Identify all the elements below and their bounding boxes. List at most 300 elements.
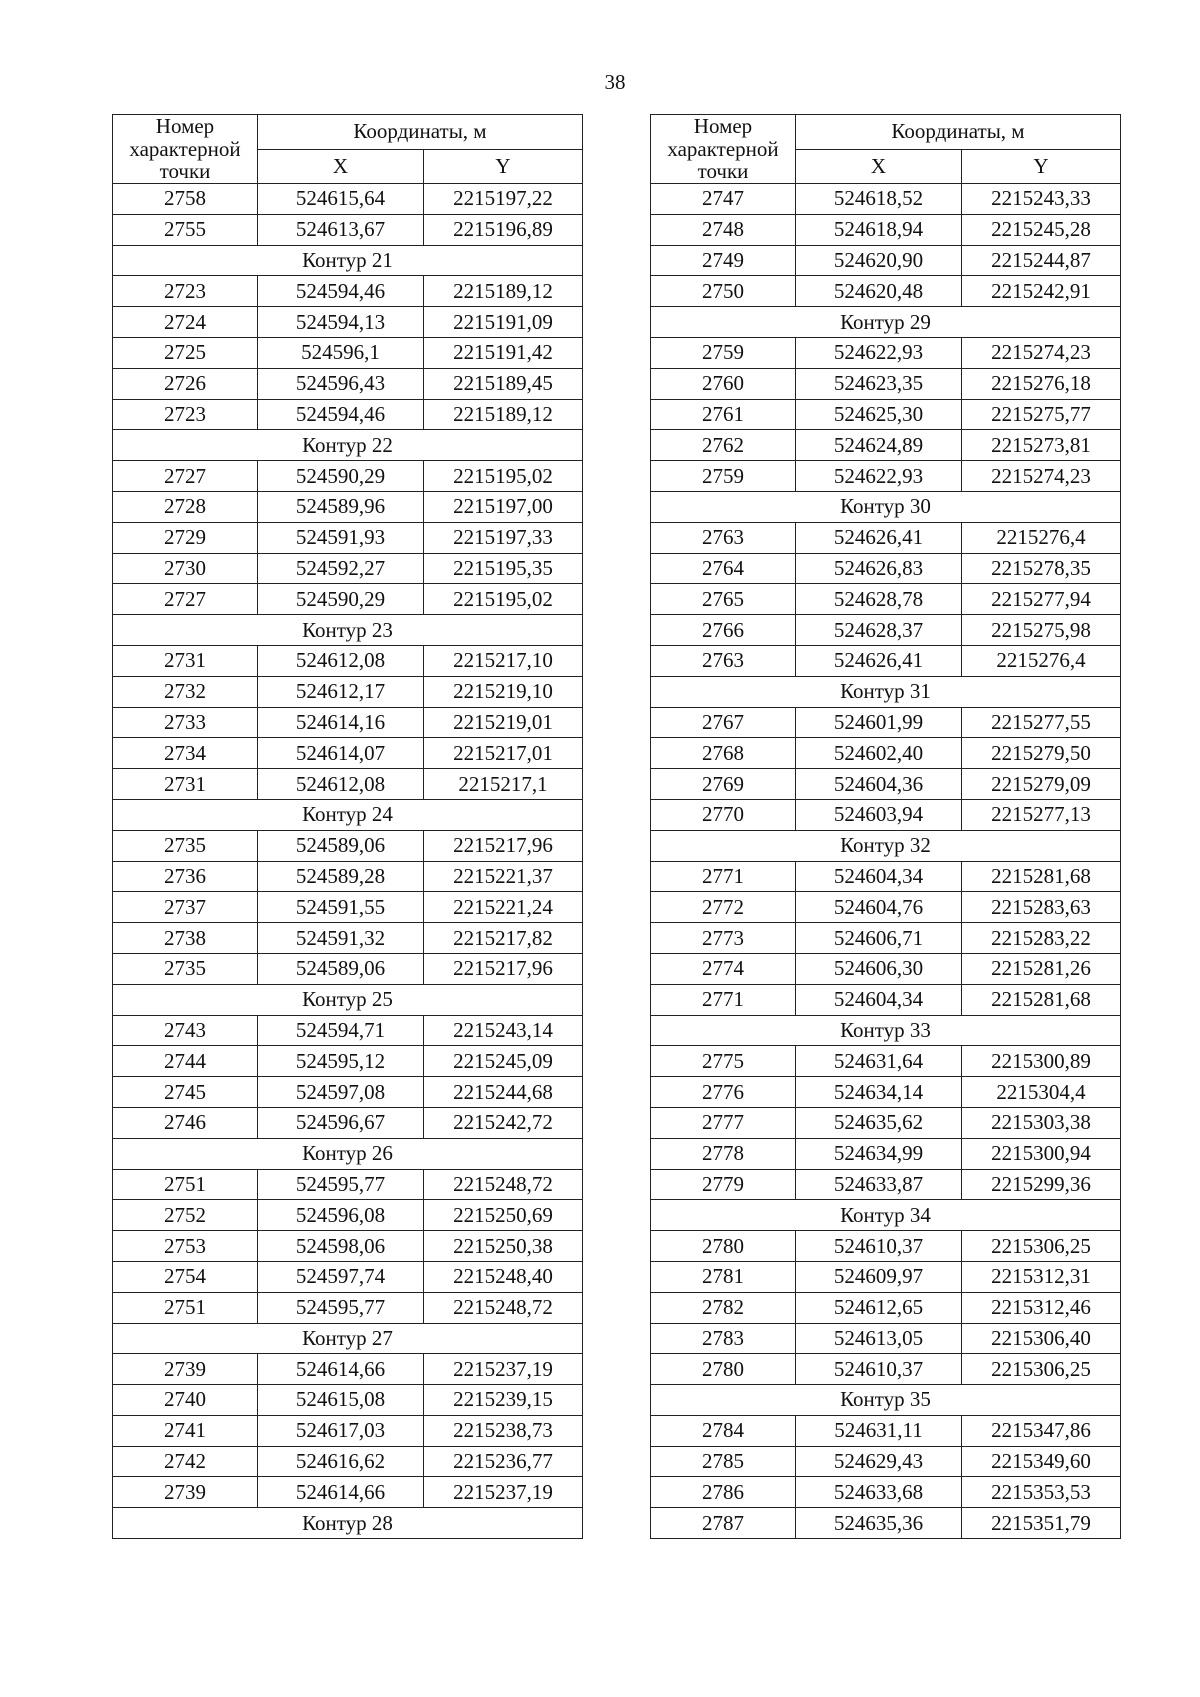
y-cell: 2215219,10 <box>424 676 583 707</box>
contour-label: Контур 25 <box>113 984 583 1015</box>
y-cell: 2215244,68 <box>424 1077 583 1108</box>
table-row <box>113 584 583 615</box>
y-cell: 2215189,12 <box>424 276 583 307</box>
table-row <box>651 1323 1121 1354</box>
point-number-cell: 2787 <box>651 1508 796 1539</box>
point-number-cell: 2767 <box>651 707 796 738</box>
y-cell: 2215248,72 <box>424 1169 583 1200</box>
x-cell: 524613,67 <box>258 214 424 245</box>
x-cell: 524614,66 <box>258 1477 424 1508</box>
x-cell: 524604,76 <box>796 892 962 923</box>
contour-label: Контур 23 <box>113 615 583 646</box>
y-cell: 2215299,36 <box>962 1169 1121 1200</box>
x-cell: 524604,34 <box>796 984 962 1015</box>
point-number-cell: 2744 <box>113 1046 258 1077</box>
point-number-cell: 2738 <box>113 923 258 954</box>
y-cell: 2215279,50 <box>962 738 1121 769</box>
y-cell: 2215238,73 <box>424 1415 583 1446</box>
x-cell: 524622,93 <box>796 461 962 492</box>
point-number-cell: 2743 <box>113 1015 258 1046</box>
y-cell: 2215275,77 <box>962 399 1121 430</box>
table-row <box>113 1077 583 1108</box>
point-number-cell: 2766 <box>651 615 796 646</box>
y-cell: 2215248,72 <box>424 1292 583 1323</box>
table-row <box>113 1046 583 1077</box>
y-cell: 2215353,53 <box>962 1477 1121 1508</box>
table-row <box>651 276 1121 307</box>
point-number-cell: 2772 <box>651 892 796 923</box>
point-number-cell: 2724 <box>113 307 258 338</box>
x-cell: 524591,93 <box>258 522 424 553</box>
contour-label: Контур 30 <box>651 491 1121 522</box>
point-number-cell: 2774 <box>651 953 796 984</box>
table-row <box>113 676 583 707</box>
point-number-cell: 2727 <box>113 584 258 615</box>
y-cell: 2215306,40 <box>962 1323 1121 1354</box>
x-cell: 524596,1 <box>258 338 424 369</box>
point-number-cell: 2783 <box>651 1323 796 1354</box>
point-number-cell: 2776 <box>651 1077 796 1108</box>
point-number-cell: 2726 <box>113 368 258 399</box>
x-cell: 524589,28 <box>258 861 424 892</box>
x-cell: 524626,83 <box>796 553 962 584</box>
point-number-cell: 2781 <box>651 1261 796 1292</box>
point-number-cell: 2740 <box>113 1385 258 1416</box>
x-cell: 524620,90 <box>796 245 962 276</box>
point-number-cell: 2779 <box>651 1169 796 1200</box>
table-row <box>113 307 583 338</box>
table-row <box>651 245 1121 276</box>
table-row <box>651 214 1121 245</box>
x-cell: 524628,37 <box>796 615 962 646</box>
y-cell: 2215189,12 <box>424 399 583 430</box>
x-cell: 524595,77 <box>258 1292 424 1323</box>
table-row <box>651 799 1121 830</box>
contour-row <box>113 1138 583 1169</box>
contour-row <box>651 676 1121 707</box>
y-cell: 2215248,40 <box>424 1261 583 1292</box>
contour-row <box>651 1015 1121 1046</box>
table-row <box>113 1446 583 1477</box>
table-row <box>651 1261 1121 1292</box>
coordinates-header: Координаты, м <box>796 115 1121 150</box>
y-cell: 2215195,02 <box>424 584 583 615</box>
y-cell: 2215197,00 <box>424 491 583 522</box>
x-cell: 524610,37 <box>796 1231 962 1262</box>
table-row <box>113 861 583 892</box>
table-row <box>651 953 1121 984</box>
y-cell: 2215306,25 <box>962 1231 1121 1262</box>
x-header: X <box>796 149 962 184</box>
table-row <box>113 769 583 800</box>
point-number-cell: 2784 <box>651 1415 796 1446</box>
y-cell: 2215217,96 <box>424 953 583 984</box>
x-cell: 524595,12 <box>258 1046 424 1077</box>
table-row <box>651 1169 1121 1200</box>
y-cell: 2215312,31 <box>962 1261 1121 1292</box>
x-cell: 524612,65 <box>796 1292 962 1323</box>
point-number-cell: 2770 <box>651 799 796 830</box>
point-number-cell: 2778 <box>651 1138 796 1169</box>
point-number-cell: 2759 <box>651 461 796 492</box>
left-table-body <box>113 184 583 1539</box>
x-cell: 524626,41 <box>796 522 962 553</box>
table-row <box>113 1292 583 1323</box>
x-cell: 524616,62 <box>258 1446 424 1477</box>
x-cell: 524591,32 <box>258 923 424 954</box>
point-number-cell: 2769 <box>651 769 796 800</box>
table-row <box>113 1169 583 1200</box>
point-number-cell: 2775 <box>651 1046 796 1077</box>
x-cell: 524618,94 <box>796 214 962 245</box>
y-cell: 2215243,33 <box>962 184 1121 215</box>
y-cell: 2215273,81 <box>962 430 1121 461</box>
point-number-cell: 2746 <box>113 1107 258 1138</box>
y-cell: 2215275,98 <box>962 615 1121 646</box>
y-cell: 2215217,96 <box>424 830 583 861</box>
table-row <box>651 861 1121 892</box>
contour-row <box>113 245 583 276</box>
coordinates-table-left <box>112 114 583 1539</box>
contour-label: Контур 21 <box>113 245 583 276</box>
point-number-cell: 2729 <box>113 522 258 553</box>
contour-row <box>651 491 1121 522</box>
point-number-cell: 2782 <box>651 1292 796 1323</box>
y-cell: 2215281,68 <box>962 984 1121 1015</box>
table-row <box>113 738 583 769</box>
y-header: Y <box>962 149 1121 184</box>
x-cell: 524617,03 <box>258 1415 424 1446</box>
x-cell: 524612,17 <box>258 676 424 707</box>
x-cell: 524601,99 <box>796 707 962 738</box>
table-row <box>113 461 583 492</box>
x-cell: 524613,05 <box>796 1323 962 1354</box>
table-row <box>651 1508 1121 1539</box>
y-cell: 2215245,09 <box>424 1046 583 1077</box>
point-number-cell: 2737 <box>113 892 258 923</box>
y-cell: 2215245,28 <box>962 214 1121 245</box>
contour-label: Контур 31 <box>651 676 1121 707</box>
x-cell: 524590,29 <box>258 584 424 615</box>
table-row <box>113 953 583 984</box>
page-number: 38 <box>604 70 626 94</box>
point-number-cell: 2730 <box>113 553 258 584</box>
table-row <box>113 1354 583 1385</box>
table-row <box>651 184 1121 215</box>
x-cell: 524606,30 <box>796 953 962 984</box>
y-cell: 2215281,68 <box>962 861 1121 892</box>
x-cell: 524614,16 <box>258 707 424 738</box>
coordinates-table-right <box>650 114 1121 1539</box>
contour-row <box>651 1200 1121 1231</box>
y-cell: 2215196,89 <box>424 214 583 245</box>
point-number-cell: 2759 <box>651 338 796 369</box>
y-cell: 2215277,13 <box>962 799 1121 830</box>
x-header: X <box>258 149 424 184</box>
point-number-cell: 2751 <box>113 1169 258 1200</box>
point-number-cell: 2723 <box>113 276 258 307</box>
point-number-cell: 2739 <box>113 1354 258 1385</box>
contour-label: Контур 26 <box>113 1138 583 1169</box>
y-cell: 2215219,01 <box>424 707 583 738</box>
x-cell: 524594,46 <box>258 399 424 430</box>
y-cell: 2215277,94 <box>962 584 1121 615</box>
table-row <box>113 553 583 584</box>
y-cell: 2215217,82 <box>424 923 583 954</box>
x-cell: 524594,46 <box>258 276 424 307</box>
point-number-cell: 2745 <box>113 1077 258 1108</box>
table-row <box>651 553 1121 584</box>
point-number-cell: 2777 <box>651 1107 796 1138</box>
y-cell: 2215197,22 <box>424 184 583 215</box>
x-cell: 524604,36 <box>796 769 962 800</box>
table-row <box>651 399 1121 430</box>
point-number-cell: 2733 <box>113 707 258 738</box>
contour-label: Контур 28 <box>113 1508 583 1539</box>
x-cell: 524589,96 <box>258 491 424 522</box>
x-cell: 524622,93 <box>796 338 962 369</box>
table-row <box>651 1354 1121 1385</box>
point-number-cell: 2763 <box>651 645 796 676</box>
contour-label: Контур 32 <box>651 830 1121 861</box>
x-cell: 524594,71 <box>258 1015 424 1046</box>
point-number-cell: 2773 <box>651 923 796 954</box>
point-number-cell: 2786 <box>651 1477 796 1508</box>
y-cell: 2215304,4 <box>962 1077 1121 1108</box>
point-number-cell: 2728 <box>113 491 258 522</box>
x-cell: 524609,97 <box>796 1261 962 1292</box>
contour-row <box>113 984 583 1015</box>
x-cell: 524598,06 <box>258 1231 424 1262</box>
table-row <box>113 1231 583 1262</box>
x-cell: 524596,67 <box>258 1107 424 1138</box>
table-row <box>113 1261 583 1292</box>
y-cell: 2215197,33 <box>424 522 583 553</box>
x-cell: 524631,64 <box>796 1046 962 1077</box>
table-row <box>113 338 583 369</box>
table-row <box>113 368 583 399</box>
y-cell: 2215242,91 <box>962 276 1121 307</box>
y-cell: 2215276,4 <box>962 522 1121 553</box>
table-row <box>651 430 1121 461</box>
table-row <box>113 1107 583 1138</box>
contour-label: Контур 34 <box>651 1200 1121 1231</box>
table-row <box>651 984 1121 1015</box>
table-row <box>113 645 583 676</box>
x-cell: 524589,06 <box>258 830 424 861</box>
y-cell: 2215242,72 <box>424 1107 583 1138</box>
y-cell: 2215244,87 <box>962 245 1121 276</box>
contour-row <box>651 830 1121 861</box>
x-cell: 524603,94 <box>796 799 962 830</box>
table-row <box>651 1477 1121 1508</box>
x-cell: 524615,08 <box>258 1385 424 1416</box>
contour-row <box>113 430 583 461</box>
table-row <box>651 1231 1121 1262</box>
point-number-cell: 2771 <box>651 984 796 1015</box>
table-row <box>113 491 583 522</box>
point-number-cell: 2753 <box>113 1231 258 1262</box>
point-number-cell: 2749 <box>651 245 796 276</box>
x-cell: 524634,14 <box>796 1077 962 1108</box>
y-cell: 2215306,25 <box>962 1354 1121 1385</box>
table-row <box>113 1415 583 1446</box>
point-number-header-line-2: характерной <box>129 136 241 161</box>
point-number-cell: 2755 <box>113 214 258 245</box>
table-row <box>113 830 583 861</box>
y-cell: 2215274,23 <box>962 461 1121 492</box>
x-cell: 524595,77 <box>258 1169 424 1200</box>
point-number-cell: 2780 <box>651 1354 796 1385</box>
y-cell: 2215349,60 <box>962 1446 1121 1477</box>
y-cell: 2215237,19 <box>424 1477 583 1508</box>
x-cell: 524602,40 <box>796 738 962 769</box>
contour-label: Контур 29 <box>651 307 1121 338</box>
table-row <box>651 615 1121 646</box>
table-row <box>651 368 1121 399</box>
point-number-cell: 2762 <box>651 430 796 461</box>
table-row <box>113 1385 583 1416</box>
x-cell: 524610,37 <box>796 1354 962 1385</box>
point-number-cell: 2731 <box>113 769 258 800</box>
x-cell: 524604,34 <box>796 861 962 892</box>
table-row <box>651 1292 1121 1323</box>
y-cell: 2215250,69 <box>424 1200 583 1231</box>
table-row <box>113 892 583 923</box>
y-cell: 2215281,26 <box>962 953 1121 984</box>
contour-label: Контур 22 <box>113 430 583 461</box>
x-cell: 524592,27 <box>258 553 424 584</box>
point-number-header <box>113 115 258 184</box>
contour-row <box>113 1323 583 1354</box>
point-number-cell: 2735 <box>113 953 258 984</box>
x-cell: 524634,99 <box>796 1138 962 1169</box>
table-row <box>651 1046 1121 1077</box>
x-cell: 524612,08 <box>258 645 424 676</box>
y-cell: 2215191,09 <box>424 307 583 338</box>
contour-row <box>651 307 1121 338</box>
table-row <box>651 1077 1121 1108</box>
y-cell: 2215237,19 <box>424 1354 583 1385</box>
table-row <box>113 1200 583 1231</box>
point-number-cell: 2723 <box>113 399 258 430</box>
point-number-cell: 2763 <box>651 522 796 553</box>
point-number-cell: 2761 <box>651 399 796 430</box>
point-number-cell: 2764 <box>651 553 796 584</box>
table-row <box>651 738 1121 769</box>
y-cell: 2215191,42 <box>424 338 583 369</box>
y-cell: 2215239,15 <box>424 1385 583 1416</box>
y-cell: 2215189,45 <box>424 368 583 399</box>
point-number-header <box>651 115 796 184</box>
table-row <box>651 1446 1121 1477</box>
y-cell: 2215221,37 <box>424 861 583 892</box>
coordinates-header: Координаты, м <box>258 115 583 150</box>
x-cell: 524635,62 <box>796 1107 962 1138</box>
point-number-header-line-2: характерной <box>667 136 779 161</box>
y-cell: 2215312,46 <box>962 1292 1121 1323</box>
y-cell: 2215217,1 <box>424 769 583 800</box>
contour-row <box>113 799 583 830</box>
contour-row <box>651 1385 1121 1416</box>
y-cell: 2215250,38 <box>424 1231 583 1262</box>
y-cell: 2215217,10 <box>424 645 583 676</box>
point-number-cell: 2731 <box>113 645 258 676</box>
table-row <box>651 892 1121 923</box>
x-cell: 524597,74 <box>258 1261 424 1292</box>
table-row <box>651 522 1121 553</box>
y-cell: 2215221,24 <box>424 892 583 923</box>
point-number-cell: 2732 <box>113 676 258 707</box>
point-number-cell: 2725 <box>113 338 258 369</box>
point-number-cell: 2742 <box>113 1446 258 1477</box>
point-number-cell: 2758 <box>113 184 258 215</box>
table-row <box>113 1015 583 1046</box>
point-number-cell: 2768 <box>651 738 796 769</box>
y-cell: 2215276,18 <box>962 368 1121 399</box>
y-cell: 2215274,23 <box>962 338 1121 369</box>
y-cell: 2215303,38 <box>962 1107 1121 1138</box>
y-cell: 2215236,77 <box>424 1446 583 1477</box>
table-row <box>651 645 1121 676</box>
point-number-header-line-1: Номер <box>693 114 753 138</box>
point-number-cell: 2739 <box>113 1477 258 1508</box>
table-row <box>113 399 583 430</box>
x-cell: 524629,43 <box>796 1446 962 1477</box>
x-cell: 524596,43 <box>258 368 424 399</box>
x-cell: 524615,64 <box>258 184 424 215</box>
x-cell: 524633,68 <box>796 1477 962 1508</box>
point-number-cell: 2750 <box>651 276 796 307</box>
x-cell: 524625,30 <box>796 399 962 430</box>
table-row <box>651 461 1121 492</box>
y-header: Y <box>424 149 583 184</box>
table-row <box>113 1477 583 1508</box>
point-number-cell: 2751 <box>113 1292 258 1323</box>
table-row <box>113 522 583 553</box>
table-row <box>651 769 1121 800</box>
table-row <box>113 214 583 245</box>
point-number-cell: 2780 <box>651 1231 796 1262</box>
table-row <box>113 276 583 307</box>
x-cell: 524618,52 <box>796 184 962 215</box>
contour-label: Контур 27 <box>113 1323 583 1354</box>
x-cell: 524623,35 <box>796 368 962 399</box>
point-number-header-line-1: Номер <box>155 114 215 138</box>
y-cell: 2215300,94 <box>962 1138 1121 1169</box>
table-row <box>651 923 1121 954</box>
y-cell: 2215278,35 <box>962 553 1121 584</box>
y-cell: 2215195,02 <box>424 461 583 492</box>
table-row <box>651 1415 1121 1446</box>
table-row <box>651 584 1121 615</box>
x-cell: 524614,66 <box>258 1354 424 1385</box>
x-cell: 524635,36 <box>796 1508 962 1539</box>
point-number-cell: 2752 <box>113 1200 258 1231</box>
x-cell: 524633,87 <box>796 1169 962 1200</box>
x-cell: 524594,13 <box>258 307 424 338</box>
y-cell: 2215351,79 <box>962 1508 1121 1539</box>
x-cell: 524612,08 <box>258 769 424 800</box>
point-number-cell: 2741 <box>113 1415 258 1446</box>
table-row <box>113 184 583 215</box>
x-cell: 524596,08 <box>258 1200 424 1231</box>
x-cell: 524589,06 <box>258 953 424 984</box>
point-number-cell: 2771 <box>651 861 796 892</box>
right-table-body <box>651 184 1121 1539</box>
y-cell: 2215300,89 <box>962 1046 1121 1077</box>
y-cell: 2215283,63 <box>962 892 1121 923</box>
